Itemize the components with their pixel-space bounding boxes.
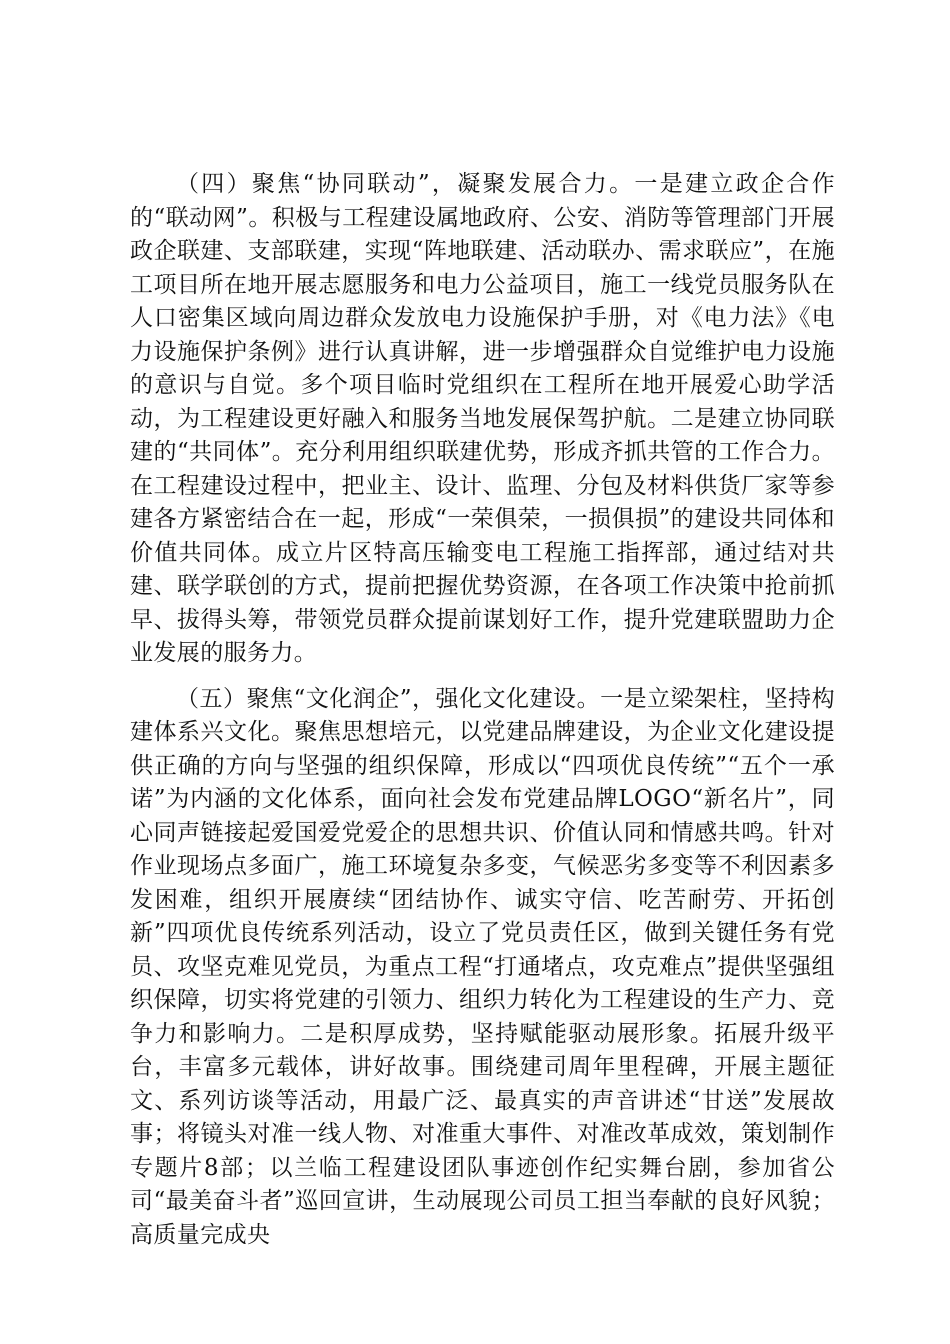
paragraph-4-coordinated-linkage: （四）聚焦“协同联动”，凝聚发展合力。一是建立政企合作的“联动网”。积极与工程建设属地政府、公安、消防等管理部门开展政企联建、支部联建，实现“阵地联建、活动联办、需求联应”，在施工项目所在地开展志愿服务和电力公益项目，施工一线党员服务队在人口密集区域向周边群众发放电力设施保护手册，对《电力法》《电力设施保护条例》进行认真讲解，进一步增强群众自觉维护电力设施的意识与自觉。多个项目临时党组织在工程所在地开展爱心助学活动，为工程建设更好融入和服务当地发展保驾护航。二是建立协同联建的“共同体”。充分利用组织联建优势，形成齐抓共管的工作合力。在工程建设过程中，把业主、设计、监理、分包及材料供货厂家等参建各方紧密结合在一起，形成“一荣俱荣，一损俱损”的建设共同体和价值共同体。成立片区特高压输变电工程施工指挥部，通过结对共建、联学联创的方式，提前把握优势资源，在各项工作决策中抢前抓早、拔得头筹，带领党员群众提前谋划好工作，提升党建联盟助力企业发展的服务力。 — [130, 171, 835, 666]
document-page — [130, 168, 835, 1252]
paragraph-5-culture-building: （五）聚焦“文化润企”，强化文化建设。一是立梁架柱，坚持构建体系兴文化。聚焦思想培元，以党建品牌建设，为企业文化建设提供正确的方向与坚强的组织保障，形成以“四项优良传统”“五个一承诺”为内涵的文化体系，面向社会发布党建品牌LOGO“新名片”，同心同声链接起爱国爱党爱企的思想共识、价值认同和情感共鸣。针对作业现场点多面广，施工环境复杂多变，气候恶劣多变等不利因素多发困难，组织开展赓续“团结协作、诚实守信、吃苦耐劳、开拓创新”四项优良传统系列活动，设立了党员责任区，做到关键任务有党员、攻坚克难见党员，为重点工程“打通堵点，攻克难点”提供坚强组织保障，切实将党建的引领力、组织力转化为工程建设的生产力、竞争力和影响力。二是积厚成势，坚持赋能驱动展形象。拓展升级平台，丰富多元载体，讲好故事。围绕建司周年里程碑，开展主题征文、系列访谈等活动，用最广泛、最真实的声音讲述“甘送”发展故事；将镜头对准一线人物、对准重大事件、对准改革成效，策划制作专题片8部；以兰临工程建设团队事迹创作纪实舞台剧，参加省公司“最美奋斗者”巡回宣讲，生动展现公司员工担当奉献的良好风貌；高质量完成央 — [130, 685, 835, 1248]
